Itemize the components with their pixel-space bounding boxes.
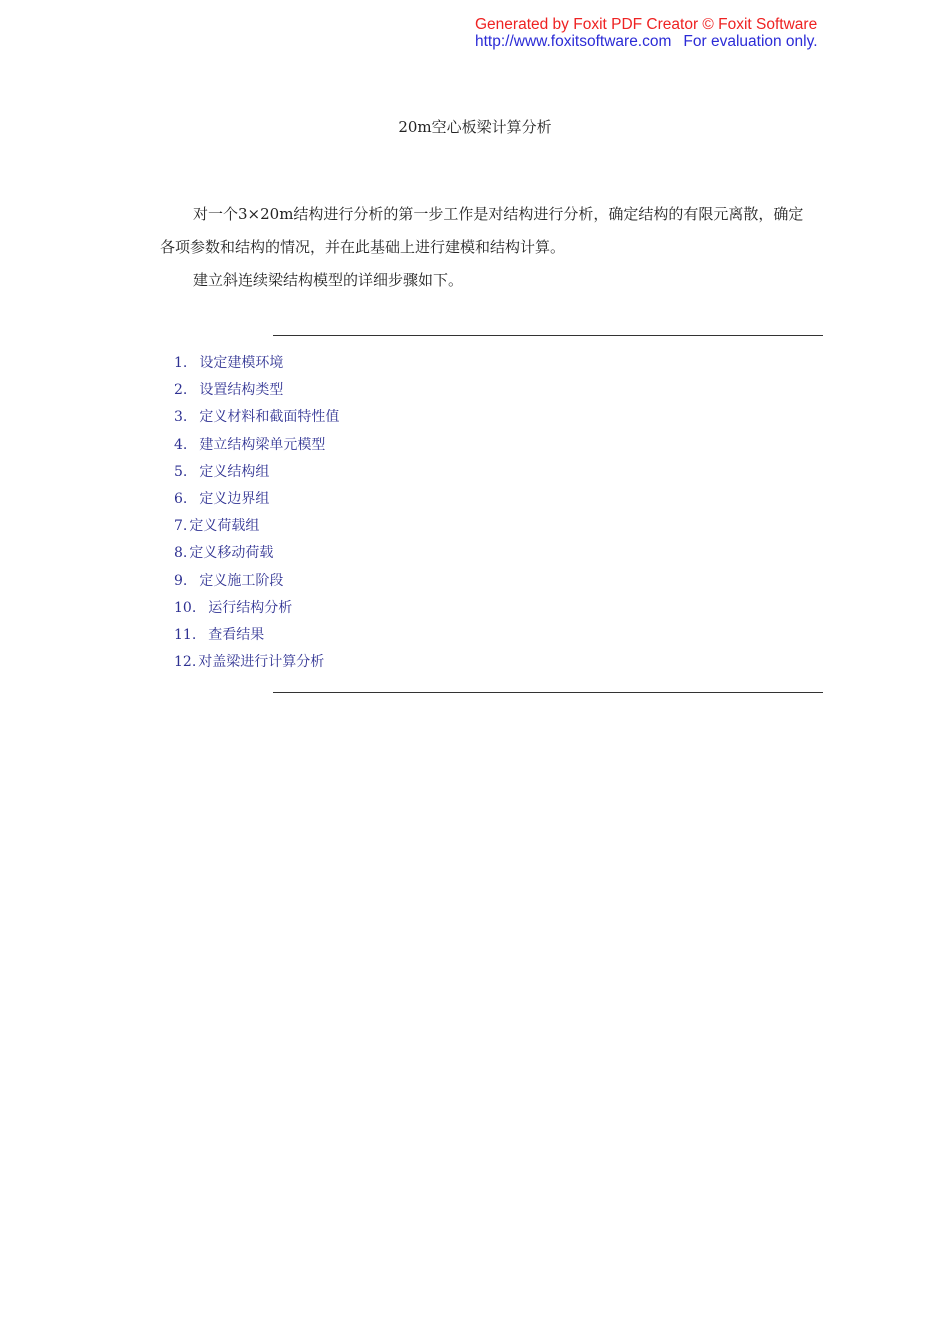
foxit-watermark — [475, 16, 818, 50]
toc-item-label: 定义移动荷载 — [189, 545, 274, 562]
steps-intro-paragraph: 建立斜连续梁结构模型的详细步骤如下。 — [193, 271, 464, 289]
toc-item-label: 定义结构组 — [199, 463, 270, 480]
toc-item[interactable] — [174, 459, 339, 486]
toc-item[interactable] — [174, 404, 339, 431]
toc-top-divider — [273, 335, 823, 336]
toc-item-label: 设置结构类型 — [199, 382, 284, 399]
watermark-url[interactable]: http://www.foxitsoftware.com — [475, 33, 672, 50]
toc-item-number: 2. — [174, 382, 188, 399]
toc-item-label: 定义荷载组 — [189, 518, 260, 535]
intro-paragraph: 对一个3×20m结构进行分析的第一步工作是对结构进行分析，确定结构的有限元离散，确定各项参数和结构的情况，并在此基础上进行建模和结构计算。 — [160, 205, 804, 256]
document-title: 20m空心板梁计算分析 — [398, 118, 552, 136]
toc-item[interactable] — [174, 377, 339, 404]
toc-item-label: 对盖梁进行计算分析 — [198, 654, 325, 671]
toc-item-label: 定义施工阶段 — [199, 572, 284, 589]
toc-item-number: 8. — [174, 545, 188, 562]
toc-item-label: 查看结果 — [208, 626, 265, 643]
toc-item[interactable] — [174, 486, 339, 513]
watermark-evaluation-note: For evaluation only. — [683, 33, 818, 50]
toc-item-label: 设定建模环境 — [199, 355, 284, 371]
toc-item-number: 5. — [174, 463, 188, 480]
table-of-contents — [174, 350, 339, 676]
toc-item-number: 12. — [174, 654, 197, 671]
toc-item[interactable] — [174, 513, 339, 540]
toc-item-label: 建立结构梁单元模型 — [199, 436, 326, 453]
toc-item-label: 定义材料和截面特性值 — [199, 409, 340, 426]
toc-item-number: 3. — [174, 409, 188, 426]
toc-item-label: 运行结构分析 — [208, 599, 293, 616]
toc-item-number: 7. — [174, 518, 188, 535]
toc-item-number: 10. — [174, 599, 197, 616]
toc-item[interactable] — [174, 540, 339, 567]
toc-item[interactable] — [174, 595, 339, 622]
toc-item-label: 定义边界组 — [199, 490, 270, 507]
toc-item-number: 4. — [174, 436, 188, 453]
toc-item[interactable] — [174, 649, 339, 676]
watermark-generated-line: Generated by Foxit PDF Creator © Foxit Software — [475, 16, 818, 33]
toc-item-number: 1. — [174, 355, 188, 371]
toc-item[interactable] — [174, 622, 339, 649]
toc-bottom-divider — [273, 692, 823, 693]
toc-item-number: 9. — [174, 572, 188, 589]
watermark-url-line — [475, 33, 818, 50]
toc-item[interactable] — [174, 568, 339, 595]
toc-item[interactable] — [174, 350, 339, 377]
toc-item-number: 6. — [174, 490, 188, 507]
toc-item-number: 11. — [174, 626, 197, 643]
toc-item[interactable] — [174, 432, 339, 459]
